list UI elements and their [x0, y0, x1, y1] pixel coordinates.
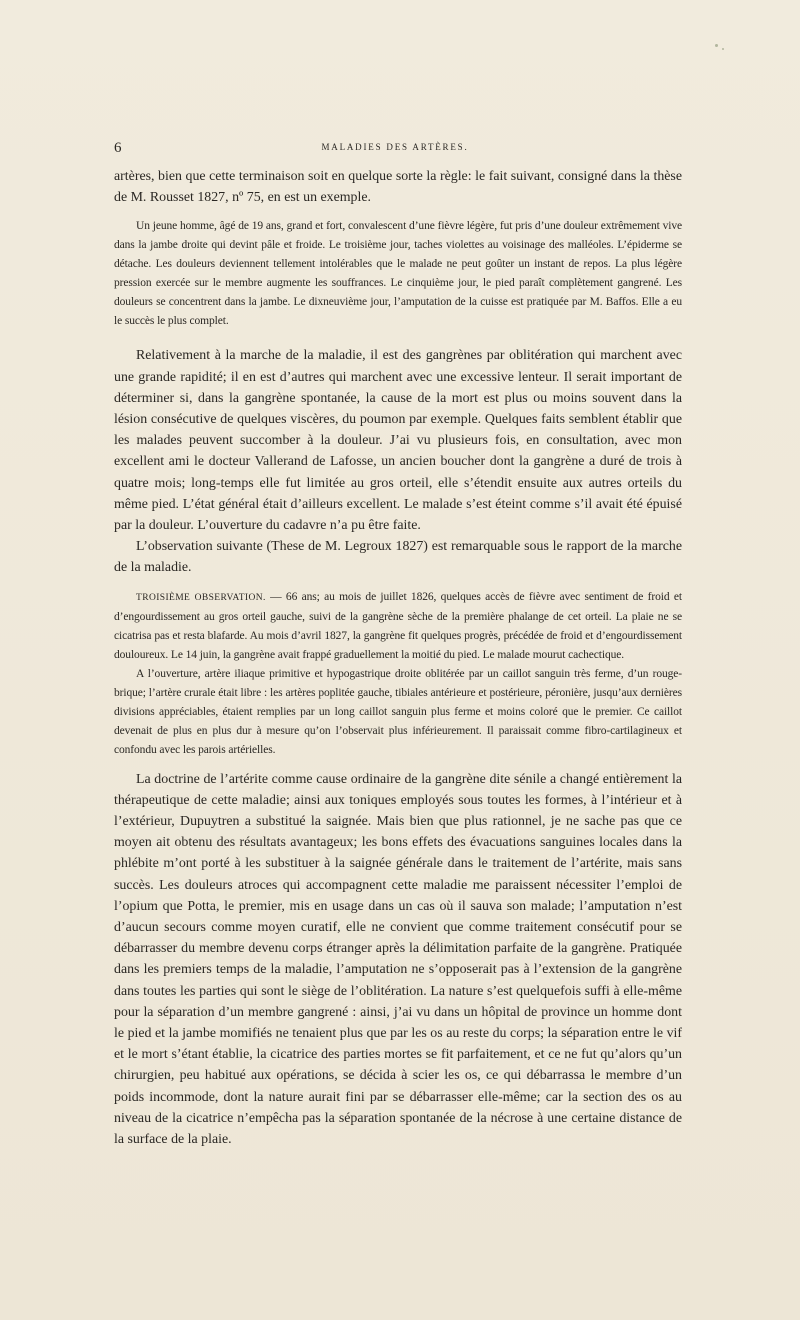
page-number: 6: [114, 140, 122, 156]
running-head: MALADIES DES ARTÈRES.: [321, 142, 469, 152]
paragraph-therapeutics: La doctrine de l’artérite comme cause ordinaire de la gangrène dite sénile a changé entièrement la thérapeutique de cette maladie; ainsi aux toniques employés sous toutes les formes, à l’intérieur et à l’extérieur, Dupuytren a substitué la saignée. Mais bien que plus rationnel, je ne sache pas que ce moyen ait obtenu des résultats avantageux; les bons effets des évacuations sanguines locales dans la phlébite m’ont porté à les substituer à la saignée générale dans le traitement de l’artérite, mais sans succès. Les douleurs atroces qui accompagnent cette maladie me paraissent nécessiter l’emploi de l’opium que Potta, le premier, mis en usage dans un cas où il sauva son malade; l’amputation n’est d’aucun secours comme moyen curatif, elle ne convient que comme traitement consécutif pour se débarrasser du membre devenu corps étranger après la délimitation parfaite de la gangrène. Pratiquée dans les premiers temps de la maladie, l’amputation ne s’opposerait pas à l’extension de la gangrène dans toutes les parties qui sont le siège de l’oblitération. La nature s’est quelquefois suffi à elle-même pour la séparation d’un membre gangrené : ainsi, j’ai vu dans un hôpital de province un homme dont le pied et la jambe momifiés ne tenaient plus que par les os au reste du corps; la séparation entre le vif et le mort s’étant établie, la cicatrice des parties mortes se fit parfaitement, et ce ne fut qu’alors qu’un chirurgien, peu habitué aux opérations, se décida à scier les os, ce qui débarrassa le membre d’un poids incommode, dont la nature aurait fini par se débarrasser elle-même; car la section des os au niveau de la cicatrice n’empêcha pas la séparation spontanée de la nécrose à une certaine distance de la surface de la plaie.: [114, 771, 682, 1148]
page-body: [114, 166, 682, 1150]
paper-stain: [715, 44, 718, 47]
observation-text: — 66 ans; au mois de juillet 1826, quelques accès de fièvre avec sentiment de froid et d’engourdissement au gros orteil gauche, suivi de la gangrène sèche de la première phalange de cet orteil. La plaie ne se cicatrisa pas et resta blafarde. Au mois d’avril 1827, la gangrène fit quelques progrès, précédée de froid et d’engourdissement douloureux. Le 14 juin, la gangrène avait frappé graduellement la moitié du pied. Le malade mourut cachectique.: [114, 590, 682, 661]
autopsy-paragraph: A l’ouverture, artère iliaque primitive et hypogastrique droite oblitérée par un caillot sanguin très ferme, d’un rouge-brique; l’artère crurale était libre : les artères poplitée gauche, tibiales antérieure et postérieure, péronière, jusqu’aux dernières divisions appréciables, étaient remplies par un long caillot sanguin plus ferme et moins coloré que le premier. Ce caillot devenait de plus en plus dur à mesure qu’on l’observait plus inférieurement. Il paraissait comme fibro-cartilagineux et confondu avec les parois artérielles.: [114, 667, 682, 756]
page-header: [100, 136, 690, 156]
case-report-paragraph: Un jeune homme, âgé de 19 ans, grand et fort, convalescent d’une fièvre légère, fut pris d’une douleur extrêmement vive dans la jambe droite qui devint pâle et froide. Le troisième jour, taches violettes au voisinage des malléoles. L’épiderme se détache. Les douleurs deviennent tellement intolérables que le malade ne peut goûter un instant de repos. La plus légère pression exercée sur le membre augmente les souffrances. Le cinquième jour, le pied paraît complètement gangrené. Les douleurs se concentrent dans la jambe. Le dixneuvième jour, l’amputation de la cuisse est pratiquée par M. Baffos. Elle a eu le succès le plus complet.: [114, 220, 682, 328]
paragraph-disease-course: Relativement à la marche de la maladie, il est des gangrènes par oblitération qui marchent avec une grande rapidité; il en est d’autres qui marchent avec une excessive lenteur. Il serait important de déterminer si, dans la gangrène spontanée, la cause de la mort est plus ou moins souvent dans la lésion consécutive de quelques viscères, du poumon par exemple. Quelques faits semblent établir que les malades peuvent succomber à la douleur. J’ai vu plusieurs fois, en consultation, avec mon excellent ami le docteur Vallerand de Lafosse, un ancien boucher dont la gangrène a duré de trois à quatre mois; long-temps elle fut limitée au gros orteil, elle s’étendit ensuite aux autres orteils du même pied. L’état général était d’ailleurs excellent. Le malade s’est éteint comme s’il avait été épuisé par la douleur. L’ouverture du cadavre n’a pu être faite.: [114, 348, 682, 534]
observation-paragraph: [114, 588, 682, 665]
paper-stain: [722, 48, 724, 50]
paragraph-observation-intro: L’observation suivante (These de M. Legroux 1827) est remarquable sous le rapport de la marche de la maladie.: [114, 539, 682, 576]
paragraph-continuation: artères, bien que cette terminaison soit en quelque sorte la règle: le fait suivant, consigné dans la thèse de M. Rousset 1827, nº 75, en est un exemple.: [114, 169, 682, 206]
observation-label: TROISIÈME OBSERVATION.: [136, 592, 266, 603]
